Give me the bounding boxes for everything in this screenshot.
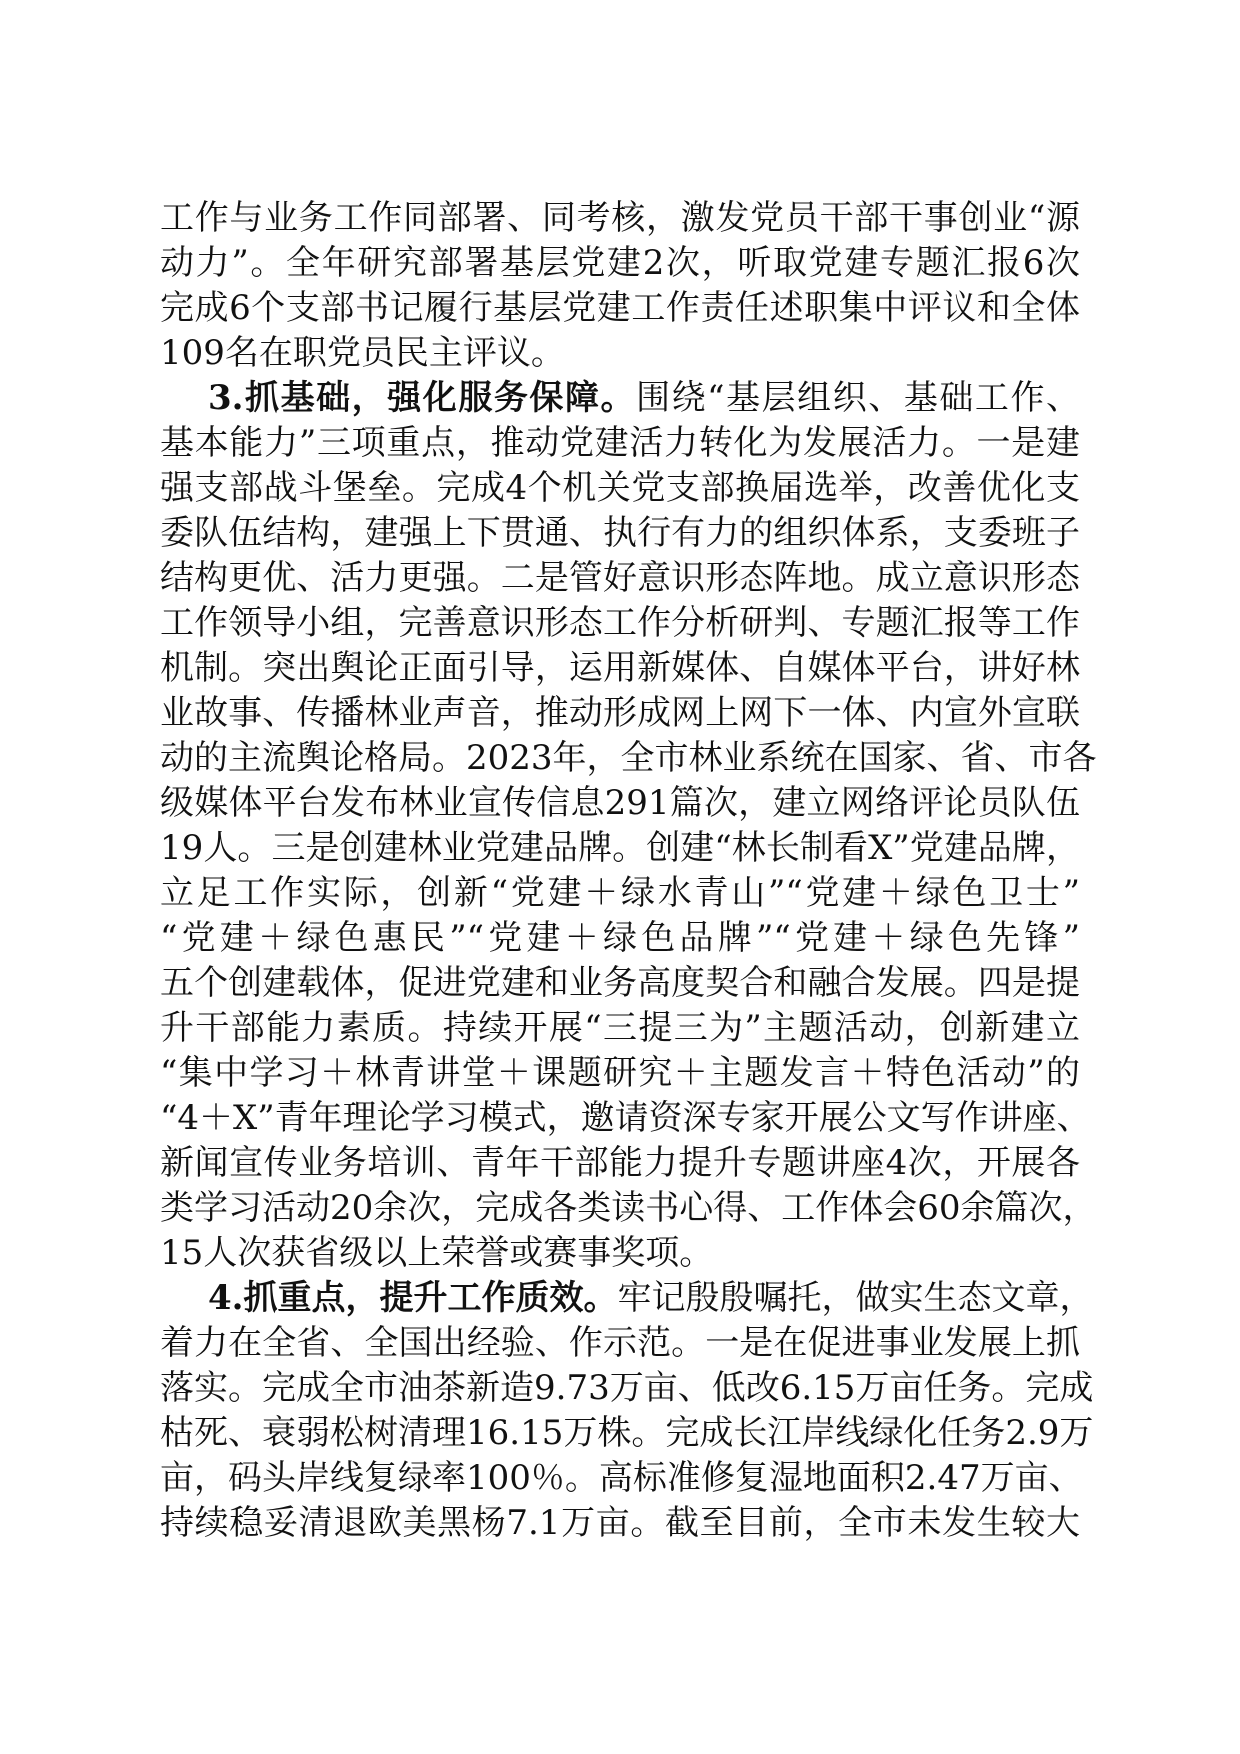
section-heading-4: 4.抓重点，提升工作质效。 [208,1278,618,1318]
paragraph-line: 亩，码头岸线复绿率100％。高标准修复湿地面积2.47万亩、 [160,1458,1083,1498]
paragraph-line: 动的主流舆论格局。2023年，全市林业系统在国家、省、市各 [160,738,1097,778]
paragraph-line: 工作领导小组，完善意识形态工作分析研判、专题汇报等工作 [160,603,1080,643]
paragraph-line: “4＋X”青年理论学习模式，邀请资深专家开展公文写作讲座、 [160,1098,1091,1138]
section-4-first-line [160,1276,1094,1321]
paragraph-line: 基本能力”三项重点，推动党建活力转化为发展活力。一是建 [160,423,1080,463]
paragraph-line: 109名在职党员民主评议。 [160,333,565,373]
paragraph-line: 结构更优、活力更强。二是管好意识形态阵地。成立意识形态 [160,558,1080,598]
paragraph-line: 持续稳妥清退欧美黑杨7.1万亩。截至目前，全市未发生较大 [160,1503,1080,1543]
paragraph-line: “党建＋绿色惠民”“党建＋绿色品牌”“党建＋绿色先锋” [160,918,1080,958]
document-body [160,196,1097,1546]
section-3-first-line [160,376,1080,421]
paragraph-line: 枯死、衰弱松树清理16.15万株。完成长江岸线绿化任务2.9万 [160,1413,1094,1453]
paragraph-line: 级媒体平台发布林业宣传信息291篇次，建立网络评论员队伍 [160,783,1080,823]
paragraph-line: 委队伍结构，建强上下贯通、执行有力的组织体系，支委班子 [160,513,1080,553]
paragraph-line: 机制。突出舆论正面引导，运用新媒体、自媒体平台，讲好林 [160,648,1080,688]
paragraph-line: 强支部战斗堡垒。完成4个机关党支部换届选举，改善优化支 [160,468,1080,508]
paragraph-line: 立足工作实际，创新“党建＋绿水青山”“党建＋绿色卫士” [160,873,1080,913]
paragraph-line: 类学习活动20余次，完成各类读书心得、工作体会60余篇次， [160,1188,1097,1228]
section-heading-3: 3.抓基础，强化服务保障。 [208,378,637,418]
paragraph-line: 五个创建载体，促进党建和业务高度契合和融合发展。四是提 [160,963,1080,1003]
paragraph-text: 围绕“基层组织、基础工作、 [636,378,1080,418]
paragraph-line: 着力在全省、全国出经验、作示范。一是在促进事业发展上抓 [160,1323,1080,1363]
paragraph-line: 动力”。全年研究部署基层党建2次，听取党建专题汇报6次 [160,243,1080,283]
paragraph-line: 新闻宣传业务培训、青年干部能力提升专题讲座4次，开展各 [160,1143,1080,1183]
paragraph-line: 落实。完成全市油茶新造9.73万亩、低改6.15万亩任务。完成 [160,1368,1094,1408]
paragraph-line: 15人次获省级以上荣誉或赛事奖项。 [160,1233,714,1273]
paragraph-line: 业故事、传播林业声音，推动形成网上网下一体、内宣外宣联 [160,693,1080,733]
paragraph-line: “集中学习＋林青讲堂＋课题研究＋主题发言＋特色活动”的 [160,1053,1080,1093]
paragraph-line: 完成6个支部书记履行基层党建工作责任述职集中评议和全体 [160,288,1080,328]
paragraph-text: 牢记殷殷嘱托，做实生态文章， [617,1278,1094,1318]
paragraph-line: 升干部能力素质。持续开展“三提三为”主题活动，创新建立 [160,1008,1080,1048]
paragraph-line: 工作与业务工作同部署、同考核，激发党员干部干事创业“源 [160,198,1080,238]
paragraph-line: 19人。三是创建林业党建品牌。创建“林长制看X”党建品牌， [160,828,1080,868]
